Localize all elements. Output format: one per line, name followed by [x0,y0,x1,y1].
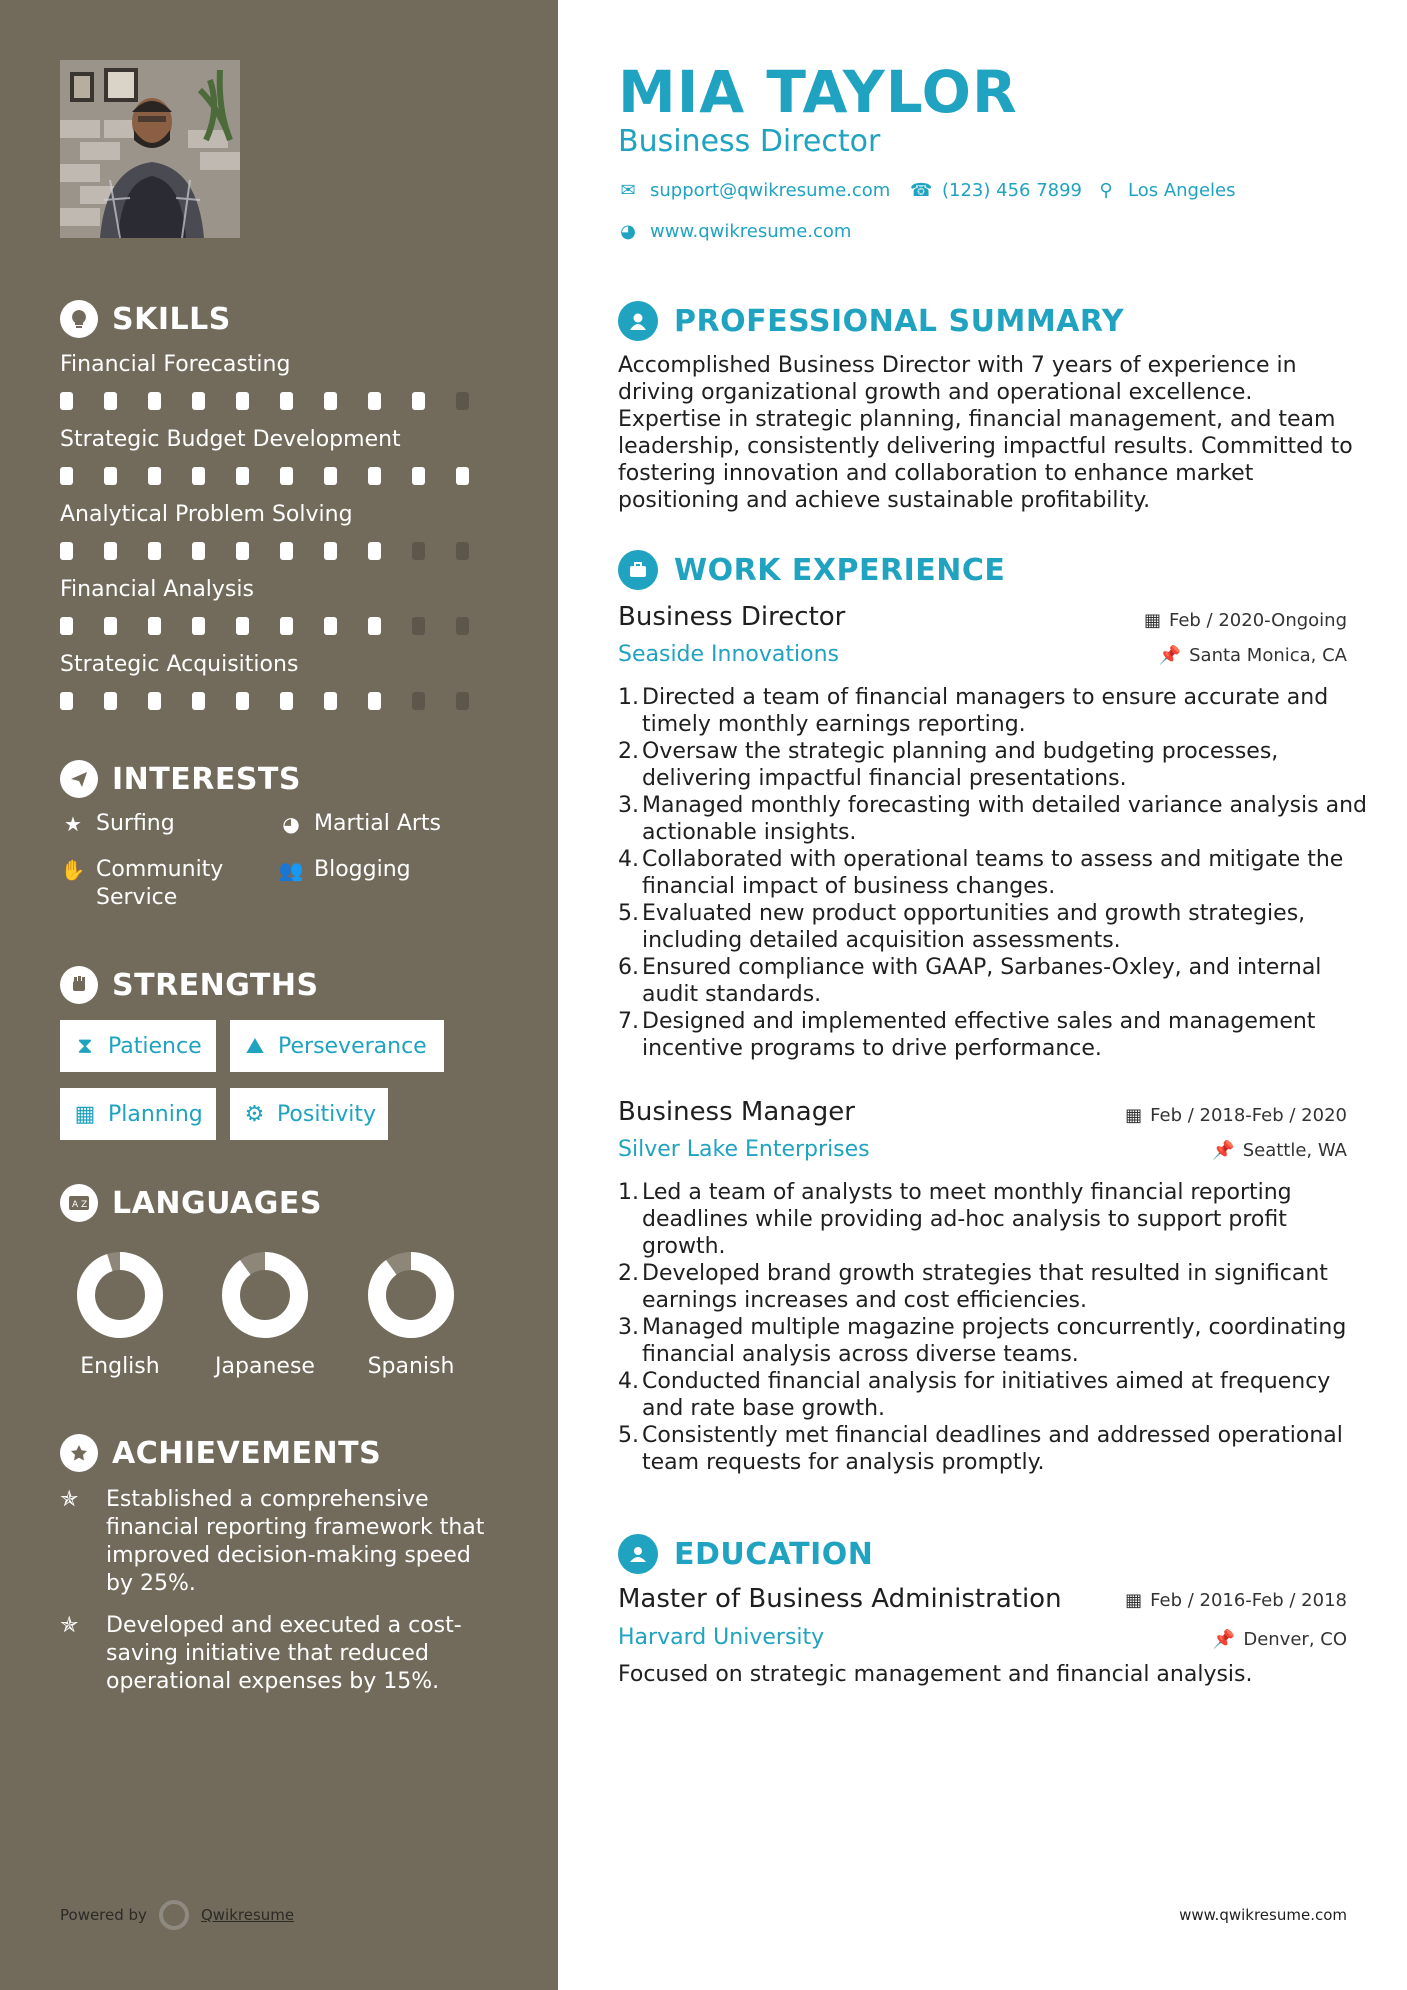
contact-email[interactable] [618,180,890,201]
language-name: Japanese [215,1354,315,1379]
skill-item [60,425,500,485]
item-text: Collaborated with operational teams to assess and mitigate the financial impact of business changes. [642,847,1344,899]
main-content [558,0,1407,1990]
item-text: Evaluated new product opportunities and growth strategies, including detailed acquisition assessments. [642,901,1306,953]
qwikresume-logo-icon [159,1900,189,1930]
translate-icon [60,1184,98,1222]
item-number: 5. [618,1423,639,1448]
strength-label: Patience [108,1033,202,1059]
item-text: Managed multiple magazine projects concurrently, coordinating financial analysis across diverse teams. [642,1315,1347,1367]
education-location-text: Denver, CO [1243,1629,1347,1650]
rating-dot-empty [456,392,469,410]
language-ring [75,1250,165,1340]
rating-dot-filled [280,617,293,635]
star-badge-icon [60,1434,98,1472]
contact-website[interactable] [618,221,851,242]
languages-heading [60,1184,322,1222]
language-item [55,1250,185,1379]
skill-rating [60,617,500,635]
responsibility-item [618,1314,1368,1368]
rating-dot-filled [456,467,469,485]
achievements-heading [60,1434,381,1472]
education-date [1125,1590,1347,1611]
degree-title: Master of Business Administration [618,1584,1062,1614]
brand-link[interactable]: Qwikresume [200,1906,295,1924]
rating-dot-filled [60,692,73,710]
hourglass-icon: ⧗ [77,1033,93,1059]
email-text: support@qwikresume.com [650,180,891,201]
item-number: 1. [618,1180,639,1205]
language-ring [366,1250,456,1340]
language-name: English [80,1354,160,1379]
shooting-star-icon: ✯ [60,1487,79,1512]
education-date-text: Feb / 2016-Feb / 2018 [1150,1590,1347,1611]
language-ring-fill [231,1261,299,1329]
education-location [1213,1629,1347,1650]
education-description: Focused on strategic management and financial analysis. [618,1662,1253,1687]
shooting-star-icon: ✯ [60,1613,79,1638]
calendar-icon: ▦ [1125,1105,1143,1126]
rating-dot-filled [104,392,117,410]
responsibility-item [618,1179,1368,1260]
rating-dot-filled [368,617,381,635]
strength-label: Planning [108,1101,203,1127]
graduation-icon [618,1534,658,1574]
item-text: Led a team of analysts to meet monthly financial reporting deadlines while providing ad-hoc analysis to support profit growth. [642,1180,1292,1259]
education-title: EDUCATION [674,1536,874,1572]
strength-positivity [230,1088,388,1140]
language-name: Spanish [367,1354,455,1379]
rating-dot-filled [324,692,337,710]
users-icon: 👥 [278,858,304,882]
achievement-item [60,1486,500,1598]
rating-dot-filled [236,617,249,635]
responsibility-item [618,846,1368,900]
rating-dot-filled [60,542,73,560]
contact-phone[interactable] [910,180,1082,201]
skill-name: Financial Analysis [60,577,254,602]
responsibility-item [618,1008,1368,1062]
interests-heading [60,760,301,798]
job-company: Seaside Innovations [618,642,839,667]
rating-dot-filled [148,617,161,635]
rating-dot-filled [280,392,293,410]
skill-name: Financial Forecasting [60,352,291,377]
job-responsibilities [618,684,1368,1062]
item-number: 3. [618,793,639,818]
rating-dot-filled [236,542,249,560]
rating-dot-filled [236,467,249,485]
rating-dot-filled [236,392,249,410]
rating-dot-filled [104,467,117,485]
language-ring [220,1250,310,1340]
skill-item [60,500,500,560]
user-icon [618,301,658,341]
school-name: Harvard University [618,1625,825,1650]
phone-icon: ☎ [910,180,933,201]
job-date-text: Feb / 2018-Feb / 2020 [1150,1105,1347,1126]
candidate-name: MIA TAYLOR [618,58,1018,126]
fist-icon [60,966,98,1004]
responsibility-item [618,1422,1368,1476]
rating-dot-filled [60,617,73,635]
language-item [200,1250,330,1379]
summary-text: Accomplished Business Director with 7 years of experience in driving organizational growth and operational excellence. Expertise in strategic planning, financial management, and team leadership, consistently delivering impactful results. Committed to fostering innovation and collaboration to enhance market positioning and achieve sustainable profitability. [618,353,1353,513]
strengths-heading [60,966,319,1004]
rating-dot-empty [412,617,425,635]
item-number: 1. [618,685,639,710]
pin-icon: 📌 [1212,1629,1236,1650]
item-number: 4. [618,1369,639,1394]
job-location-text: Santa Monica, CA [1189,645,1347,666]
job-company: Silver Lake Enterprises [618,1137,870,1162]
item-number: 3. [618,1315,639,1340]
work-heading [618,550,1005,590]
job-date [1125,1105,1347,1126]
education-heading [618,1534,873,1574]
pin-icon: 📌 [1158,645,1182,666]
skills-heading [60,300,231,338]
strengths-title: STRENGTHS [112,967,319,1003]
achievement-text: Developed and executed a cost-saving initiative that reduced operational expenses by 15%. [106,1613,462,1694]
rating-dot-filled [368,392,381,410]
rating-dot-empty [412,542,425,560]
rating-dot-empty [412,692,425,710]
interest-label: Blogging [314,857,411,882]
item-number: 5. [618,901,639,926]
envelope-icon: ✉ [620,180,636,201]
rating-dot-empty [456,692,469,710]
star-icon: ★ [64,812,82,836]
interest-label: Community Service [96,857,224,910]
rating-dot-filled [280,542,293,560]
profile-photo [60,60,240,238]
item-text: Designed and implemented effective sales and management incentive programs to drive performance. [642,1009,1316,1061]
job-date-text: Feb / 2020-Ongoing [1168,610,1347,631]
rating-dot-filled [324,467,337,485]
rating-dot-filled [104,617,117,635]
location-text: Los Angeles [1128,180,1236,201]
rating-dot-filled [324,542,337,560]
item-text: Consistently met financial deadlines and addressed operational team requests for analysis promptly. [642,1423,1343,1475]
job-location [1212,1140,1347,1161]
rating-dot-filled [148,542,161,560]
strength-patience [60,1020,216,1072]
job-location [1159,645,1347,666]
job-responsibilities [618,1179,1368,1476]
skill-item [60,650,500,710]
responsibility-item [618,954,1368,1008]
website-text: www.qwikresume.com [650,221,852,242]
powered-by-label: Powered by [60,1906,147,1924]
rating-dot-filled [368,467,381,485]
summary-title: PROFESSIONAL SUMMARY [674,303,1125,339]
skills-title: SKILLS [112,301,231,337]
item-text: Managed monthly forecasting with detailed variance analysis and actionable insights. [642,793,1368,845]
road-icon: ⛰ [245,1033,265,1059]
rating-dot-filled [104,542,117,560]
item-number: 7. [618,1009,639,1034]
rating-dot-filled [192,392,205,410]
hand-icon: ✋ [60,858,86,882]
strength-planning [60,1088,216,1140]
interest-label: Martial Arts [314,811,442,836]
rating-dot-filled [412,392,425,410]
svg-text:Z: Z [81,1200,88,1210]
rating-dot-filled [192,617,205,635]
rating-dot-filled [324,392,337,410]
skill-name: Analytical Problem Solving [60,502,353,527]
candidate-role: Business Director [618,124,881,159]
map-pin-icon: ⚲ [1099,180,1113,201]
interest-martial-arts [278,810,441,838]
globe-icon: ◕ [620,221,636,242]
rating-dot-filled [192,467,205,485]
rating-dot-filled [324,617,337,635]
responsibility-item [618,792,1368,846]
interest-blogging [278,856,411,884]
language-ring-fill [377,1261,445,1329]
interests-title: INTERESTS [112,761,301,797]
footer-url[interactable]: www.qwikresume.com [1179,1906,1347,1924]
skill-rating [60,692,500,710]
item-text: Developed brand growth strategies that resulted in significant earnings increases and cost efficiencies. [642,1261,1328,1313]
summary-heading [618,301,1124,341]
rating-dot-filled [236,692,249,710]
responsibility-item [618,684,1368,738]
rating-dot-filled [192,542,205,560]
work-title: WORK EXPERIENCE [674,552,1006,588]
rating-dot-filled [192,692,205,710]
paper-plane-icon [60,760,98,798]
rating-dot-filled [148,467,161,485]
calendar-icon: ▦ [74,1101,96,1127]
rating-dot-filled [368,692,381,710]
calendar-icon: ▦ [1125,1590,1143,1611]
rating-dot-filled [60,467,73,485]
rating-dot-filled [412,467,425,485]
skill-name: Strategic Budget Development [60,427,401,452]
job-location-text: Seattle, WA [1242,1140,1347,1161]
skill-item [60,575,500,635]
strength-perseverance [230,1020,444,1072]
rating-dot-filled [280,467,293,485]
item-text: Conducted financial analysis for initiatives aimed at frequency and rate base growth. [642,1369,1331,1421]
responsibility-item [618,900,1368,954]
responsibility-item [618,1260,1368,1314]
skill-rating [60,392,500,410]
language-item [346,1250,476,1379]
strength-label: Positivity [276,1101,376,1127]
skill-rating [60,467,500,485]
interest-surfing [60,810,175,838]
svg-text:A: A [72,1200,79,1210]
rating-dot-empty [456,617,469,635]
item-text: Directed a team of financial managers to ensure accurate and timely monthly earnings reporting. [642,685,1329,737]
rating-dot-filled [148,692,161,710]
language-ring-fill [86,1261,154,1329]
rating-dot-filled [368,542,381,560]
item-text: Ensured compliance with GAAP, Sarbanes-Oxley, and internal audit standards. [642,955,1322,1007]
rating-dot-filled [104,692,117,710]
powered-by [60,1900,294,1930]
gear-icon: ⚙ [244,1101,265,1127]
item-number: 4. [618,847,639,872]
skill-item [60,350,500,410]
sidebar [0,0,558,1990]
rating-dot-filled [60,392,73,410]
job-title: Business Manager [618,1097,855,1127]
interest-label: Surfing [96,811,175,836]
lightbulb-icon [60,300,98,338]
job-date [1144,610,1347,631]
responsibility-item [618,738,1368,792]
strength-label: Perseverance [278,1033,427,1059]
job-title: Business Director [618,602,846,632]
item-number: 2. [618,739,639,764]
globe-icon: ◕ [282,812,300,836]
skill-name: Strategic Acquisitions [60,652,299,677]
achievement-item [60,1612,500,1696]
interest-community-service [60,856,260,912]
item-number: 2. [618,1261,639,1286]
pin-icon: 📌 [1212,1140,1235,1161]
skill-rating [60,542,500,560]
phone-text: (123) 456 7899 [942,180,1083,201]
item-text: Oversaw the strategic planning and budgeting processes, delivering impactful financial presentations. [642,739,1279,791]
achievement-text: Established a comprehensive financial reporting framework that improved decision-making speed by 25%. [106,1487,485,1596]
contact-location [1096,180,1236,201]
rating-dot-filled [280,692,293,710]
languages-title: LANGUAGES [112,1185,322,1221]
item-number: 6. [618,955,639,980]
briefcase-icon [618,550,658,590]
responsibility-item [618,1368,1368,1422]
rating-dot-empty [456,542,469,560]
achievements-title: ACHIEVEMENTS [112,1435,382,1471]
calendar-icon: ▦ [1143,610,1161,631]
rating-dot-filled [148,392,161,410]
